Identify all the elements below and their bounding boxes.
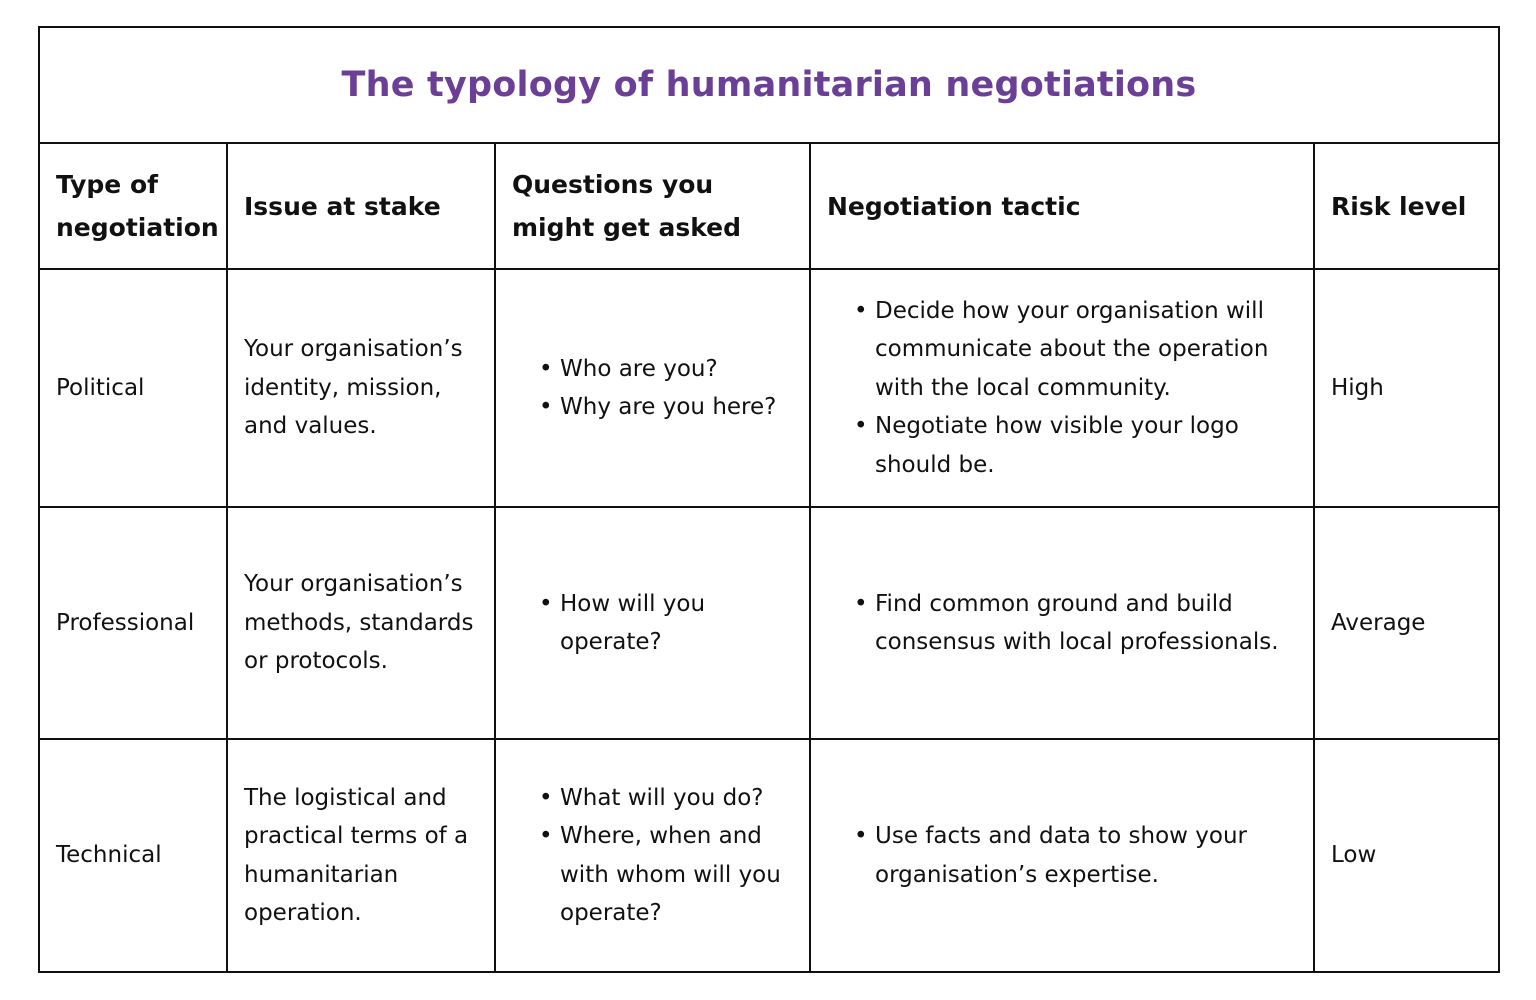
questions-list <box>512 350 793 427</box>
typology-table <box>38 26 1500 973</box>
negotiation-type-cell: Professional <box>39 507 227 739</box>
questions-list <box>512 779 793 933</box>
issue-cell: Your organisation’s identity, mission, and values. <box>227 269 495 507</box>
questions-cell <box>495 269 810 507</box>
table-row-political <box>39 269 1499 507</box>
negotiation-type-cell: Political <box>39 269 227 507</box>
issue-cell: Your organisation’s methods, standards or protocols. <box>227 507 495 739</box>
tactic-cell <box>810 269 1314 507</box>
question-item: • Why are you here? <box>560 388 793 427</box>
risk-level-cell: High <box>1314 269 1499 507</box>
questions-list <box>512 585 793 662</box>
column-header-questions: Questions you might get asked <box>495 143 810 269</box>
risk-level-cell: Low <box>1314 739 1499 972</box>
tactic-cell <box>810 739 1314 972</box>
question-item: • Where, when and with whom will you operate? <box>560 817 793 933</box>
tactic-item: • Negotiate how visible your logo should be. <box>875 407 1297 484</box>
question-item: • Who are you? <box>560 350 793 389</box>
negotiation-type-cell: Technical <box>39 739 227 972</box>
question-item: • What will you do? <box>560 779 793 818</box>
questions-cell <box>495 739 810 972</box>
table-row-technical <box>39 739 1499 972</box>
table-title: The typology of humanitarian negotiations <box>341 65 1197 105</box>
title-cell <box>39 27 1499 143</box>
column-header-risk: Risk level <box>1314 143 1499 269</box>
tactic-cell <box>810 507 1314 739</box>
column-header-tactic: Negotiation tactic <box>810 143 1314 269</box>
tactic-item: • Use facts and data to show your organisation’s expertise. <box>875 817 1297 894</box>
table-row-professional <box>39 507 1499 739</box>
tactic-item: • Find common ground and build consensus with local professionals. <box>875 585 1297 662</box>
questions-cell <box>495 507 810 739</box>
risk-level-cell: Average <box>1314 507 1499 739</box>
tactics-list <box>827 292 1297 485</box>
column-header-type: Type of negotiation <box>39 143 227 269</box>
question-item: • How will you operate? <box>560 585 793 662</box>
column-header-issue: Issue at stake <box>227 143 495 269</box>
tactics-list <box>827 585 1297 662</box>
tactics-list <box>827 817 1297 894</box>
tactic-item: • Decide how your organisation will communicate about the operation with the local community. <box>875 292 1297 408</box>
issue-cell: The logistical and practical terms of a humanitarian operation. <box>227 739 495 972</box>
header-row <box>39 143 1499 269</box>
